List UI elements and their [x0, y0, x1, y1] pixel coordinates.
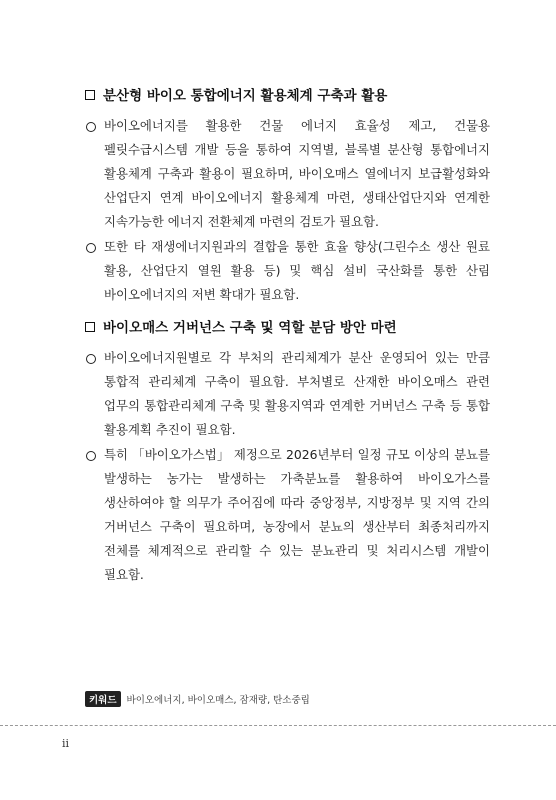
page-number: ii [62, 737, 70, 750]
circle-bullet-icon [86, 354, 96, 364]
circle-bullet-icon [86, 243, 96, 253]
section-heading-text: 바이오매스 거버넌스 구축 및 역할 분담 방안 마련 [103, 320, 397, 336]
keyword-badge: 키워드 [85, 691, 121, 707]
keyword-text: 바이오에너지, 바이오매스, 잠재량, 탄소중립 [126, 695, 310, 706]
keyword-line [85, 691, 310, 707]
footer-divider [0, 725, 556, 726]
document-body [0, 86, 556, 588]
section-heading-text: 분산형 바이오 통합에너지 활용체계 구축과 활용 [103, 88, 388, 104]
section-heading-governance [85, 318, 495, 338]
paragraph-text: 또한 타 재생에너지원과의 결합을 통한 효율 향상(그린수소 생산 원료 활용, 산업단지 열원 활용 등) 및 핵심 설비 국산화를 통한 산림 바이오에너지의 저변 확대가 필요함. [104, 239, 490, 302]
circle-bullet-icon [86, 122, 96, 132]
checkbox-icon [85, 322, 95, 332]
list-item [85, 346, 490, 442]
paragraph-text: 특히 「바이오가스법」 제정으로 2026년부터 일정 규모 이상의 분뇨를 발생하는 농가는 발생하는 가축분뇨를 활용하여 바이오가스를 생산하여야 할 의무가 주어짐에 따라 중앙정부, 지방정부 및 지역 간의 거버넌스 구축이 필요하며, 농장에서 분뇨의 생산부터 최종처리까지 전체를 체계적으로 관리할 수 있는 분뇨관리 및 처리시스템 개발이 필요함. [104, 447, 490, 582]
list-item [85, 114, 490, 234]
paragraph-text: 바이오에너지원별로 각 부처의 관리체계가 분산 운영되어 있는 만큼 통합적 관리체계 구축이 필요함. 부처별로 산재한 바이오매스 관련 업무의 통합관리체계 구축 및 활용지역과 연계한 거버넌스 구축 등 통합 활용계획 추진이 필요함. [104, 350, 490, 437]
list-item [85, 235, 490, 307]
list-item [85, 443, 490, 587]
checkbox-icon [85, 90, 95, 100]
paragraph-text: 바이오에너지를 활용한 건물 에너지 효율성 제고, 건물용 펠릿수급시스템 개발 등을 통하여 지역별, 블록별 분산형 통합에너지 활용체계 구축과 활용이 필요하며, 바이오매스 열에너지 보급활성화와 산업단지 연계 바이오에너지 활용체계 마련, 생태산업단지와 연계한 지속가능한 에너지 전환체계 마련의 검토가 필요함. [104, 118, 490, 229]
section-heading-distributed-energy [85, 86, 495, 106]
circle-bullet-icon [86, 451, 96, 461]
